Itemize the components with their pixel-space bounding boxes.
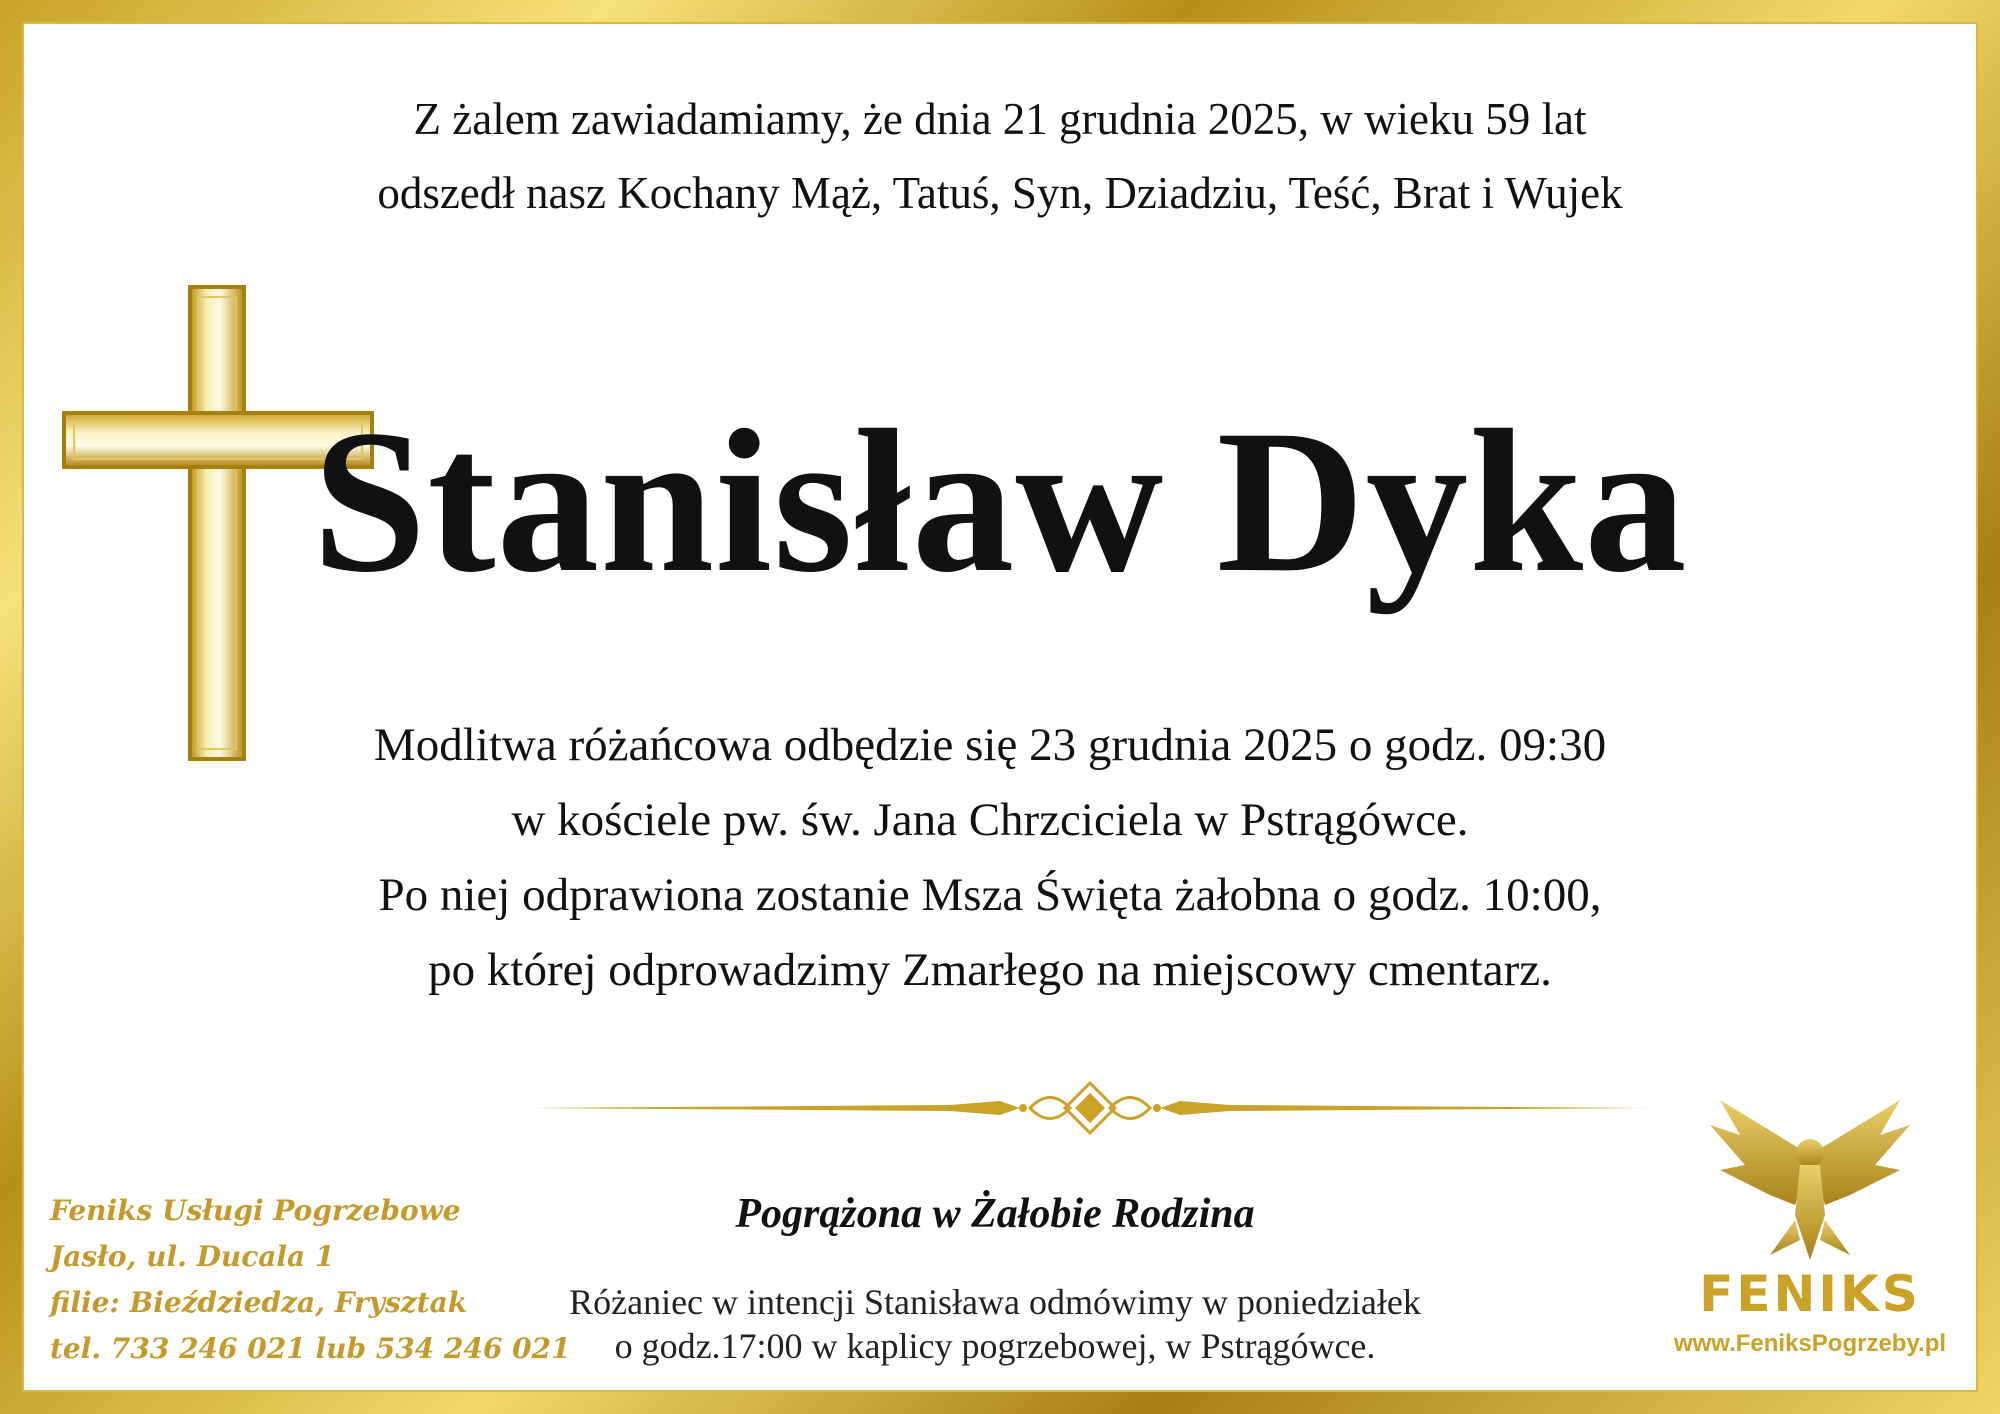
company-branches: filie: Bieździedza, Frysztak [50,1286,468,1319]
company-info [50,1188,571,1372]
details-line-4: po której odprowadzimy Zmarłego na miejscowy cmentarz. [428,944,1552,996]
details-line-3: Po niej odprawiona zostanie Msza Święta żałobna o godz. 10:00, [378,869,1602,921]
intro-text [0,82,2000,230]
phoenix-logo [1700,1095,1920,1265]
logo-wordmark: FENIKS [1699,1265,1921,1323]
website-link[interactable]: www.FeniksPogrzeby.pl [1673,1330,1947,1357]
rosary-info [560,1280,1430,1368]
company-name: Feniks Usługi Pogrzebowe [50,1194,461,1227]
family-signature: Pogrążona w Żałobie Rodzina [735,1191,1255,1237]
details-line-1: Modlitwa różańcowa odbędzie się 23 grudnia 2025 o godz. 09:30 [373,719,1607,771]
company-phone: tel. 733 246 021 lub 534 246 021 [50,1332,571,1365]
rosary-line-2: o godz.17:00 w kaplicy pogrzebowej, w Pstrągówce. [614,1326,1376,1366]
rosary-line-1: Różaniec w intencji Stanisława odmówimy w poniedziałek [569,1282,1421,1322]
ornament-divider [530,1077,1650,1137]
details-line-2: w kościele pw. św. Jana Chrzciciela w Pstrągówce. [511,794,1469,846]
company-address: Jasło, ul. Ducala 1 [50,1240,335,1273]
intro-line-1: Z żalem zawiadamiamy, że dnia 21 grudnia 2025, w wieku 59 lat [413,94,1587,144]
intro-line-2: odszedł nasz Kochany Mąż, Tatuś, Syn, Dziadziu, Teść, Brat i Wujek [377,168,1623,218]
deceased-name: Stanisław Dyka [312,388,1688,615]
ceremony-details [120,708,1860,1008]
